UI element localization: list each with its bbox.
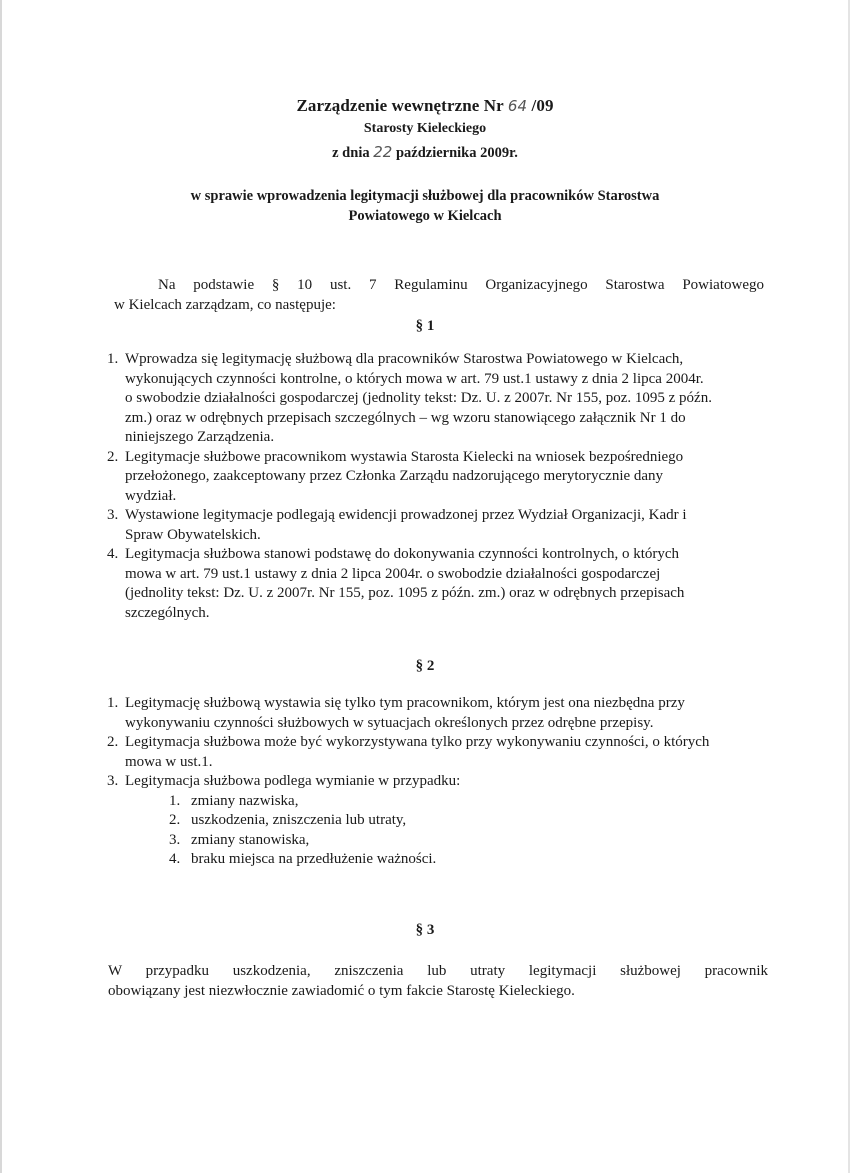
date-prefix: z dnia [332, 145, 370, 161]
section-3-heading: § 3 [415, 922, 435, 938]
section-2-list [107, 694, 712, 870]
date-suffix: października 2009r. [395, 145, 518, 161]
intro-line-2: w Kielcach zarządzam, co następuje: [114, 297, 336, 313]
subject-line-1: w sprawie wprowadzenia legitymacji służbowej dla pracowników Starostwa [190, 188, 660, 204]
section-2-heading: § 2 [415, 658, 435, 674]
handwritten-day: 22 [373, 143, 393, 161]
list-item: 3. Legitymacja służbowa podlega wymianie w przypadku: 1. zmiany nazwiska, 2. uszkodzenia, zniszczenia lub utraty, 3. zmiany stanowiska, 4. braku miejsca na przedłużenie ważności. [107, 772, 712, 870]
document-subject [0, 186, 850, 226]
intro-line-1: Na podstawie § 10 ust. 7 Regulaminu Organizacyjnego Starostwa Powiatowego [158, 277, 764, 293]
list-item: 3. Wystawione legitymacje podlegają ewidencji prowadzonej przez Wydział Organizacji, Kadr i Spraw Obywatelskich. [107, 507, 687, 543]
section-1-heading: § 1 [415, 318, 435, 334]
list-item: 2. Legitymacje służbowe pracownikom wystawia Starosta Kielecki na wniosek bezpośredniego przełożonego, zaakceptowany przez Członka Zarządu nadzorującego merytorycznie dany wydział. [107, 448, 684, 504]
list-item: 4. braku miejsca na przedłużenie ważności. [169, 851, 437, 867]
section-3-line-2: obowiązany jest niezwłocznie zawiadomić o tym fakcie Starostę Kieleckiego. [108, 983, 575, 999]
list-item: 1. zmiany nazwiska, [169, 792, 299, 809]
list-item: 1. Wprowadza się legitymację służbową dla pracowników Starostwa Powiatowego w Kielcach, wykonujących czynności kontrolne, o których mowa w art. 79 ust.1 ustawy z dnia 2 lipca 2004r. o swobodzie działalności gospodarczej (jednolity tekst: Dz. U. z 2007r. Nr 155, poz. 1095 z późn. zm.) oraz w odrębnych przepisach szczególnych – wg wzoru stanowiącego załącznik Nr 1 do niniejszego Zarządzenia. [107, 351, 712, 445]
section-3-line-1: W przypadku uszkodzenia, zniszczenia lub utraty legitymacji służbowej pracownik [108, 963, 768, 979]
document-subtitle: Starosty Kieleckiego [363, 121, 487, 136]
handwritten-number: 64 [507, 97, 528, 115]
list-item: 2. Legitymacja służbowa może być wykorzystywana tylko przy wykonywaniu czynności, o których mowa w ust.1. [107, 734, 710, 770]
document-title [0, 96, 850, 116]
title-prefix: Zarządzenie wewnętrzne Nr [296, 96, 504, 115]
replacement-reasons-list [125, 792, 712, 870]
list-item: 3. zmiany stanowiska, [169, 831, 310, 848]
section-1-list [107, 350, 712, 623]
document-date [0, 143, 850, 162]
list-item: 1. Legitymację służbową wystawia się tylko tym pracownikom, którym jest ona niezbędna przy wykonywaniu czynności służbowych w sytuacjach określonych przez odrębne przepisy. [107, 695, 685, 731]
scan-edge [0, 0, 2, 1173]
list-item: 2. uszkodzenia, zniszczenia lub utraty, [169, 812, 407, 828]
title-suffix: /09 [531, 96, 554, 115]
subject-line-2: Powiatowego w Kielcach [348, 208, 502, 224]
list-item: 4. Legitymacja służbowa stanowi podstawę do dokonywania czynności kontrolnych, o których mowa w art. 79 ust.1 ustawy z dnia 2 lipca 2004r. o swobodzie działalności gospodarczej (jednolity tekst: Dz. U. z 2007r. Nr 155, poz. 1095 z późn. zm.) oraz w odrębnych przepisach szczególnych. [107, 546, 685, 621]
